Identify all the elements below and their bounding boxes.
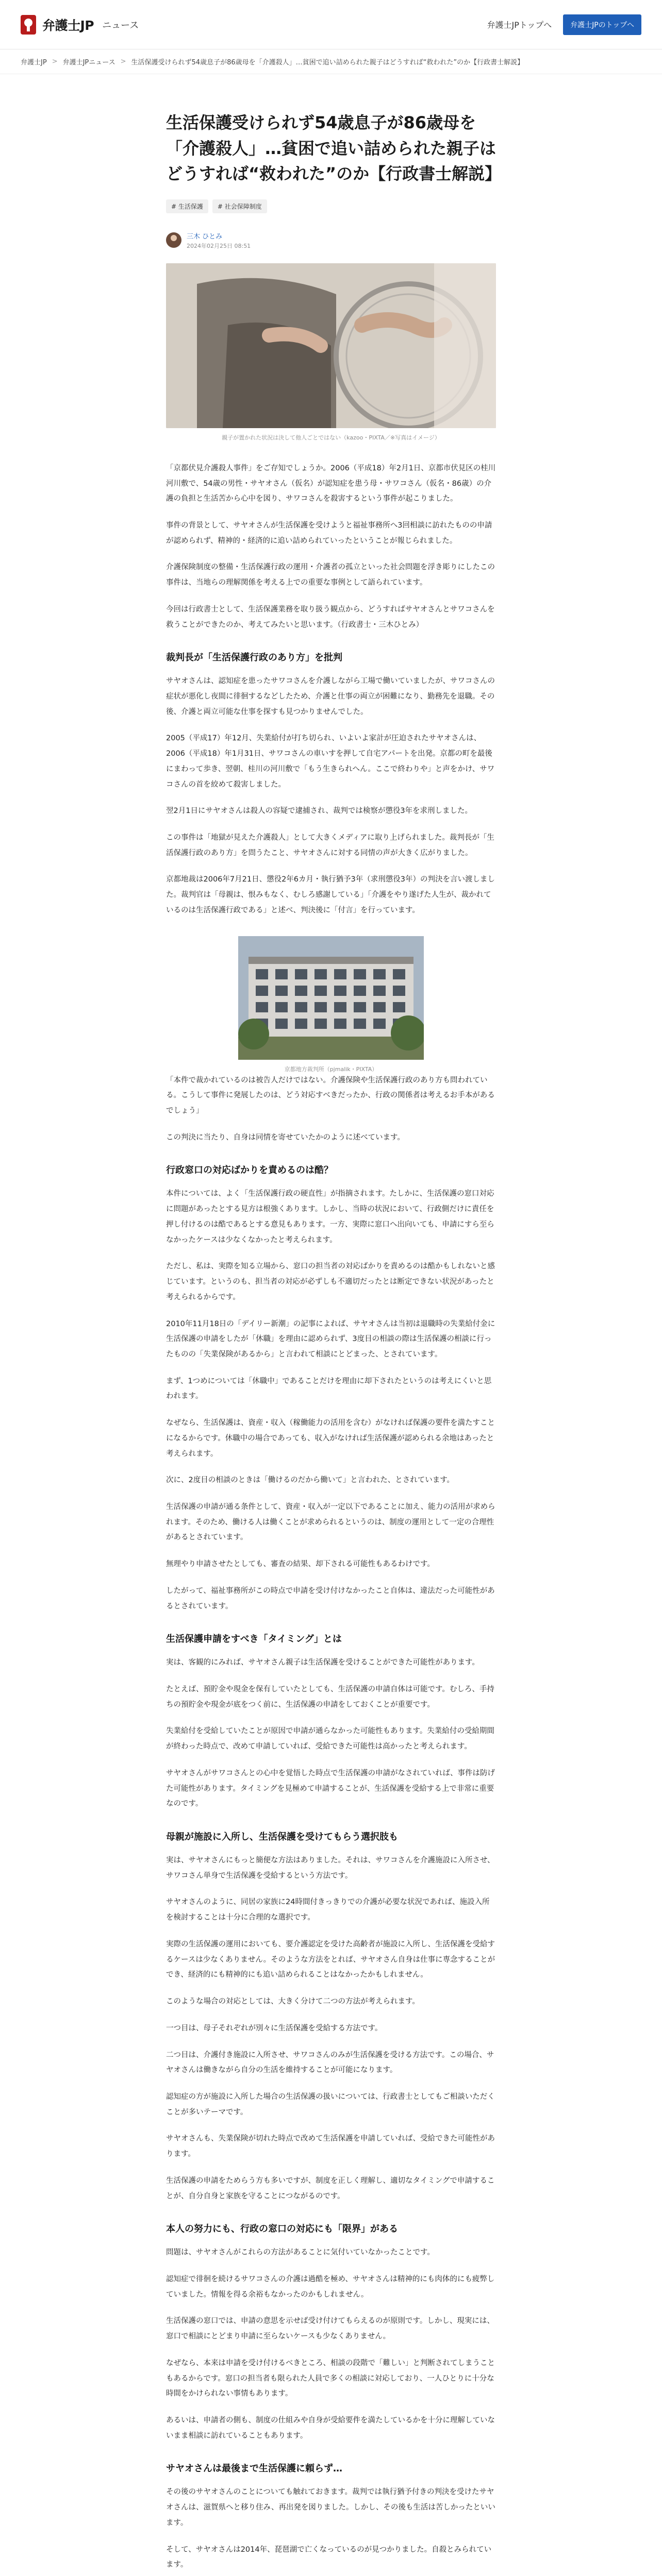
paragraph: サヤオさんのように、同居の家族に24時間付きっきりでの介護が必要な状況であれば、施設入所を検討することは十分に合理的な選択です。 — [166, 1898, 490, 1922]
paragraph: 今回は行政書士として、生活保護業務を取り扱う観点から、どうすればサヤオさんとサワコさんを救うことができたのか、考えてみたいと思います。（行政書士・三木ひとみ） — [166, 605, 495, 629]
paragraph: 失業給付を受給していたことが原因で申請が通らなかった可能性もあります。失業給付の受給期間が終わった時点で、改めて申請していれば、受給できた可能性は高かったと考えられます。 — [166, 1727, 494, 1751]
paragraph: 実は、客観的にみれば、サヤオさん親子は生活保護を受けることができた可能性があります。 — [166, 1658, 479, 1667]
paragraph: なぜなら、本来は申請を受け付けるべきところ、相談の段階で「難しい」と判断されてしまうこともあるからです。窓口の担当者も限られた人員で多くの相談に対応しており、一人ひとりに十分な時間をかけられない事情もあります。 — [166, 2359, 495, 2398]
paragraph: 事件の背景として、サヤオさんが生活保護を受けようと福祉事務所へ3回相談に訪れたものの申請が認められず、精神的・経済的に追い詰められていったということが報じられました。 — [166, 521, 492, 545]
paragraph: 認知症の方が施設に入所した場合の生活保護の扱いについては、行政書士としてもご相談いただくことが多いテーマです。 — [166, 2092, 495, 2116]
paragraph: 「京都伏見介護殺人事件」をご存知でしょうか。2006（平成18）年2月1日、京都市伏見区の桂川河川敷で、54歳の男性・サヤオさん（仮名）が認知症を患う母・サワコさん（仮名・86歳）の介護の負担と生活苦から心中を図り、サワコさんを殺害するという事件が起こりました。 — [166, 464, 496, 503]
paragraph: このような場合の対応としては、大きく分けて二つの方法が考えられます。 — [166, 1997, 420, 2006]
paragraph: 生活保護の窓口では、申請の意思を示せば受け付けてもらえるのが原則です。しかし、現実には、窓口で相談にとどまり申請に至らないケースも少なくありません。 — [166, 2317, 494, 2341]
paragraph: 二つ目は、介護付き施設に入所させ、サワコさんのみが生活保護を受ける方法です。この場合、サヤオさんは働きながら自分の生活を維持することが可能になります。 — [166, 2050, 494, 2075]
paragraph: 本件については、よく「生活保護行政の硬直性」が指摘されます。たしかに、生活保護の窓口対応に問題があったとする見方は根強くあります。しかし、当時の状況において、行政側だけに責任を押し付けるのは酷であるとする意見もあります。一方、実際に窓口へ出向いても、申請にすら至らなかったケースは少なくなかったと考えられます。 — [166, 1190, 494, 1244]
article-body — [166, 461, 496, 2576]
paragraph: ただし、私は、実際を知る立場から、窓口の担当者の対応ばかりを責めるのは酷かもしれないと感じています。というのも、担当者の対応が必ずしも不適切だったとは断定できない状況があったと考えられるからです。 — [166, 1262, 495, 1301]
paragraph: 一つ目は、母子それぞれが別々に生活保護を受給する方法です。 — [166, 2024, 383, 2032]
hero-caption: 親子が置かれた状況は決して他人ごとではない（kazoo・PIXTA／※写真はイメージ） — [222, 434, 440, 441]
paragraph: この事件は「地獄が見えた介護殺人」として大きくメディアに取り上げられました。裁判長が「生活保護行政のあり方」を問うたこと、サヤオさんに対する同情の声が大きく広がりました。 — [166, 834, 494, 857]
site-logo[interactable] — [21, 15, 139, 35]
tag-seikatsuhogo[interactable]: # 生活保護 — [166, 199, 208, 213]
court-photo — [238, 936, 424, 1060]
paragraph: サヤオさんは、認知症を患ったサワコさんを介護しながら工場で働いていましたが、サワコさんの症状が悪化し夜間に徘徊するなどしたため、介護と仕事の両立が困難になり、勤務先を退職。その後、介護と両立可能な仕事を探すも見つかりませんでした。 — [166, 677, 495, 716]
paragraph: サヤオさんも、失業保険が切れた時点で改めて生活保護を申請していれば、受給できた可能性があります。 — [166, 2134, 495, 2159]
courthouse-image — [238, 936, 424, 1060]
article-title: 生活保護受けられず54歳息子が86歳母を「介護殺人」…貧困で追い詰められた親子はどうすれば“救われた”のか【行政書士解説】 — [166, 113, 502, 184]
paragraph: 認知症で徘徊を続けるサワコさんの介護は過酷を極め、サヤオさんは精神的にも肉体的にも疲弊していました。情報を得る余裕もなかったのかもしれません。 — [166, 2275, 495, 2299]
paragraph: 次に、2度目の相談のときは「働けるのだから働いて」と言われた、とされています。 — [166, 1476, 455, 1485]
paragraph: サヤオさんがサワコさんとの心中を覚悟した時点で生活保護の申請がなされていれば、事件は防げた可能性があります。タイミングを見極めて申請することが、生活保護を受給する上で非常に重要なのです。 — [166, 1769, 495, 1808]
paragraph: 翌2月1日にサヤオさんは殺人の容疑で逮捕され、裁判では検察が懲役3年を求刑しました。 — [166, 807, 473, 816]
header-nav — [487, 14, 641, 35]
court-photo-block — [166, 936, 496, 1073]
breadcrumb-item-news[interactable]: 弁護士JPニュース — [62, 59, 115, 66]
wheelchair-hands-image — [166, 263, 496, 428]
top-link[interactable]: 弁護士JPトップへ — [487, 20, 552, 30]
paragraph: この判決に当たり、自身は同情を寄せていたかのように述べています。 — [166, 1133, 405, 1142]
tag-shakaihosho[interactable]: # 社会保障制度 — [212, 199, 267, 213]
section-heading: 裁判長が「生活保護行政のあり方」を批判 — [166, 652, 342, 664]
breadcrumb-item-home[interactable]: 弁護士JP — [21, 59, 47, 66]
paragraph: あるいは、申請者の側も、制度の仕組みや自身が受給要件を満たしているかを十分に理解していないまま相談に訪れていることもあります。 — [166, 2416, 495, 2440]
article — [166, 74, 502, 2576]
breadcrumb — [0, 49, 662, 74]
paragraph: そして、サヤオさんは2014年、琵琶湖で亡くなっているのが見つかりました。自殺とみられています。 — [166, 2545, 492, 2569]
logo-icon — [21, 15, 36, 35]
cta-button[interactable]: 弁護士JPのトップへ — [563, 14, 641, 35]
paragraph: 「本件で裁かれているのは被告人だけではない。介護保険や生活保護行政のあり方も問われている。こうして事件に発展したのは、どう対応すべきだったか、行政の関係者は考えるお手本があるでしょう」 — [166, 1076, 495, 1115]
court-photo-caption: 京都地方裁判所（pjmalik・PIXTA） — [284, 1065, 378, 1073]
paragraph: 実際の生活保護の運用においても、要介護認定を受けた高齢者が施設に入所し、生活保護を受給するケースは少なくありません。そのような方法をとれば、サヤオさん自身は仕事に専念することができ、経済的にも精神的にも追い詰められることはなかったかもしれません。 — [166, 1940, 495, 1979]
chevron-right-icon: > — [52, 58, 58, 65]
site-header — [0, 0, 662, 49]
author-block — [166, 231, 496, 250]
section-heading: 母親が施設に入所し、生活保護を受けてもらう選択肢も — [166, 1832, 398, 1843]
paragraph: 実は、サヤオさんにもっと簡便な方法はありました。それは、サワコさんを介護施設に入所させ、サワコさん単身で生活保護を受給するという方法です。 — [166, 1856, 495, 1880]
paragraph: 問題は、サヤオさんがこれらの方法があることに気付いていなかったことです。 — [166, 2248, 435, 2257]
paragraph: 無理やり申請させたとしても、審査の結果、却下される可能性もあるわけです。 — [166, 1560, 435, 1569]
logo-subtext: ニュース — [102, 20, 139, 31]
paragraph: 京都地裁は2006年7月21日、懲役2年6カ月・執行猶予3年（求刑懲役3年）の判決を言い渡しました。裁判官は「母親は、恨みもなく、むしろ感謝している」「介護をやり遂げた人生が、裁かれているのは生活保護行政である」と述べ、判決後に「付言」を行っています。 — [166, 875, 495, 914]
publish-date: 2024年02月25日 08:51 — [187, 242, 251, 249]
section-heading: サヤオさんは最後まで生活保護に頼らず… — [166, 2463, 342, 2475]
logo-text: 弁護士JP — [42, 18, 94, 33]
paragraph: まず、1つめについては「休職中」であることだけを理由に却下されたというのは考えにくいと思われます。 — [166, 1377, 492, 1401]
tag-list — [166, 199, 496, 213]
paragraph: したがって、福祉事務所がこの時点で申請を受け付けなかったこと自体は、違法だった可能性があるとされています。 — [166, 1586, 495, 1611]
author-name[interactable]: 三木 ひとみ — [187, 232, 223, 241]
paragraph: 2005（平成17）年12月、失業給付が打ち切られ、いよいよ家計が圧迫されたサヤオさんは、2006（平成18）年1月31日、サワコさんの車いすを押して自宅アパートを出発。京都の町を最後にまわって歩き、翌朝、桂川の河川敷で「もう生きられへん。ここで終わりや」と声をかけ、サワコさんの首を絞めて殺害しました。 — [166, 734, 495, 789]
section-heading: 行政窓口の対応ばかりを責めるのは酷？ — [166, 1165, 333, 1176]
section-heading: 本人の努力にも、行政の窓口の対応にも「限界」がある — [166, 2224, 398, 2235]
hero-photo — [166, 263, 496, 428]
section-heading: 生活保護申請をすべき「タイミング」とは — [166, 1634, 342, 1645]
breadcrumb-item-current: 生活保護受けられず54歳息子が86歳母を「介護殺人」…貧困で追い詰められた親子はどうすれば“救われた”のか【行政書士解説】 — [131, 59, 524, 66]
paragraph: 2010年11月18日の「デイリー新潮」の記事によれば、サヤオさんは当初は退職時の失業給付金に生活保護の申請をしたが「休職」を理由に認められず、3度目の相談の際は生活保護の相談に行ったものの「失業保険があるから」と言われて相談にとどまった、とされています。 — [166, 1319, 495, 1359]
paragraph: 生活保護の申請をためらう方も多いですが、制度を正しく理解し、適切なタイミングで申請することが、自分自身と家族を守ることにつながるのです。 — [166, 2176, 495, 2200]
paragraph: たとえば、預貯金や現金を保有していたとしても、生活保護の申請自体は可能です。むしろ、手持ちの預貯金や現金が底をつく前に、生活保護の申請をしておくことが重要です。 — [166, 1685, 494, 1709]
paragraph: なぜなら、生活保護は、資産・収入（稼働能力の活用を含む）がなければ保護の要件を満たすことになるからです。休職中の場合であっても、収入がなければ生活保護が認められる余地はあったと考えられます。 — [166, 1419, 495, 1458]
paragraph: 生活保護の申請が通る条件として、資産・収入が一定以下であることに加え、能力の活用が求められます。そのため、働ける人は働くことが求められるというのは、制度の運用として一定の合理性があるとされています。 — [166, 1502, 495, 1542]
avatar — [166, 232, 181, 248]
paragraph: 介護保険制度の整備・生活保護行政の運用・介護者の孤立といった社会問題を浮き彫りにしたこの事件は、当地らの理解関係を考える上での重要な事例として語られています。 — [166, 563, 495, 587]
chevron-right-icon: > — [120, 58, 126, 65]
paragraph: その後のサヤオさんのことについても触れておきます。裁判では執行猶予付きの判決を受けたサヤオさんは、滋賀県へと移り住み、再出発を図りました。しかし、その後も生活は苦しかったといいます。 — [166, 2488, 495, 2527]
